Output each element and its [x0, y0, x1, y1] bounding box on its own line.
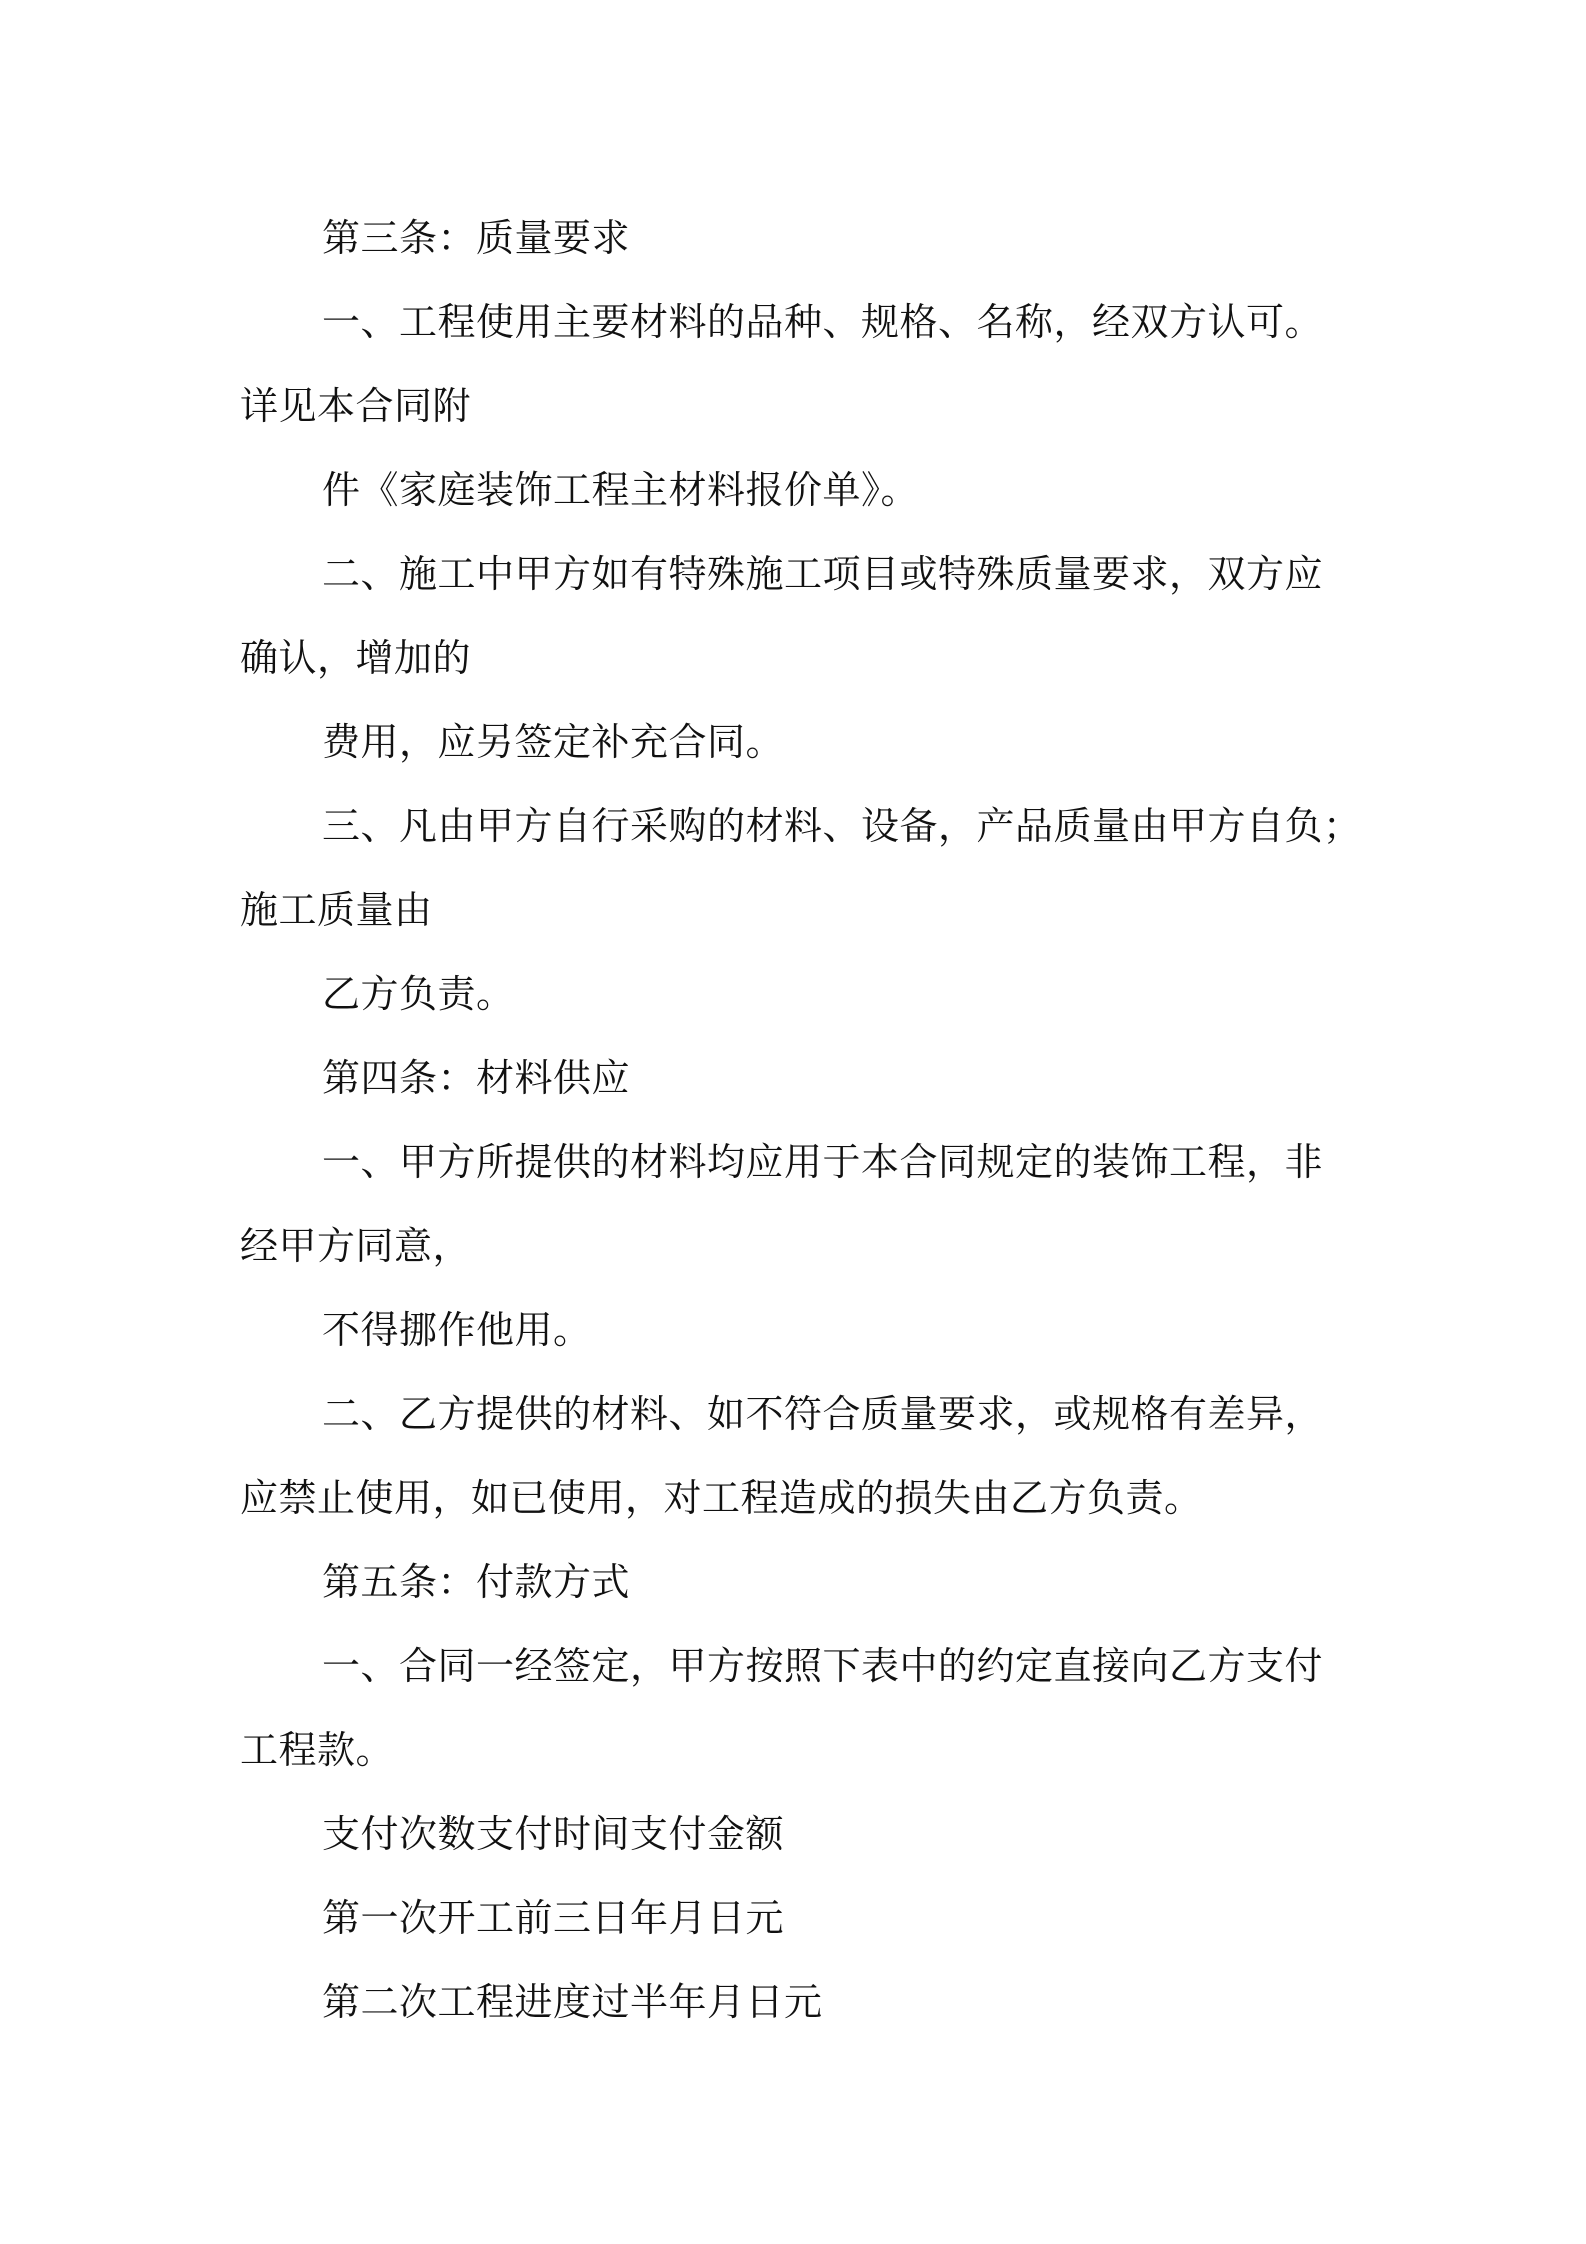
- article-4-heading: 第四条：材料供应: [322, 1056, 631, 1100]
- paragraph-line: 一、工程使用主要材料的品种、规格、名称，经双方认可。: [322, 300, 1324, 344]
- paragraph-line: 一、甲方所提供的材料均应用于本合同规定的装饰工程，非: [322, 1140, 1324, 1184]
- paragraph-line: 二、施工中甲方如有特殊施工项目或特殊质量要求，双方应: [322, 552, 1324, 596]
- article-3-heading: 第三条：质量要求: [322, 216, 631, 260]
- paragraph-line: 件《家庭装饰工程主材料报价单》。: [322, 468, 920, 512]
- payment-table-header: 支付次数支付时间支付金额: [322, 1812, 785, 1856]
- paragraph-line: 一、合同一经签定，甲方按照下表中的约定直接向乙方支付: [322, 1644, 1324, 1688]
- paragraph-line: 三、凡由甲方自行采购的材料、设备，产品质量由甲方自负；: [322, 804, 1362, 848]
- paragraph-line: 确认，增加的: [240, 636, 472, 680]
- payment-row-2: 第二次工程进度过半年月日元: [322, 1980, 823, 2024]
- document-body: [240, 196, 1362, 2044]
- paragraph-line: 乙方负责。: [322, 972, 515, 1016]
- paragraph-line: 工程款。: [240, 1728, 395, 1772]
- article-5-heading: 第五条：付款方式: [322, 1560, 631, 1604]
- paragraph-line: 经甲方同意，: [240, 1224, 472, 1268]
- paragraph-line: 二、乙方提供的材料、如不符合质量要求，或规格有差异，: [322, 1392, 1324, 1436]
- paragraph-line: 施工质量由: [240, 888, 433, 932]
- paragraph-line: 不得挪作他用。: [322, 1308, 592, 1352]
- paragraph-line: 详见本合同附: [240, 384, 472, 428]
- paragraph-line: 费用，应另签定补充合同。: [322, 720, 785, 764]
- payment-row-1: 第一次开工前三日年月日元: [322, 1896, 785, 1940]
- paragraph-line: 应禁止使用，如已使用，对工程造成的损失由乙方负责。: [240, 1476, 1203, 1520]
